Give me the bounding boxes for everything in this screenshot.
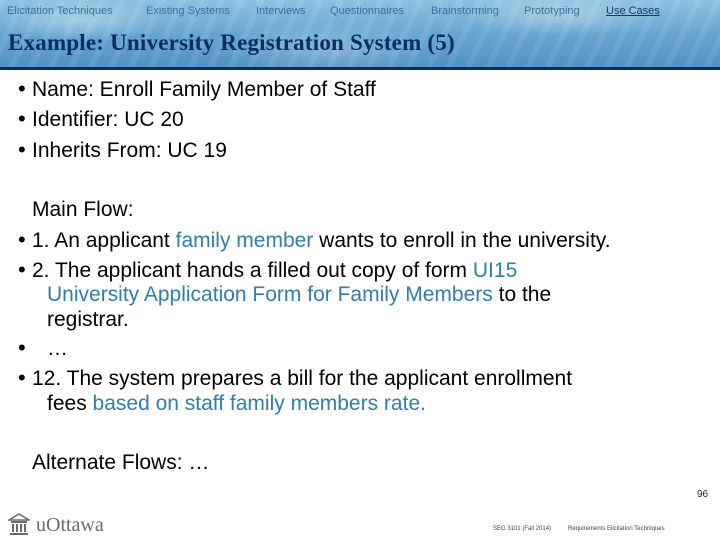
- uottawa-logo: [8, 512, 118, 538]
- bullet-dot: •: [18, 137, 26, 162]
- use-case-name: Name: Enroll Family Member of Staff: [32, 78, 376, 101]
- use-case-inherits: Inherits From: UC 19: [32, 139, 227, 162]
- nav-use-cases[interactable]: Use Cases: [606, 5, 660, 17]
- flow-step-1-text-a: 1. An applicant: [32, 229, 176, 252]
- alternate-flows-label: Alternate Flows: …: [32, 451, 210, 474]
- flow-step-1: [32, 228, 611, 254]
- flow-step-2-text-a: 2. The applicant hands a filled out copy of form: [32, 259, 473, 282]
- page-number: 96: [697, 489, 709, 500]
- nav-elicitation-techniques[interactable]: Elicitation Techniques: [7, 5, 113, 17]
- flow-step-12-line-1: 12. The system prepares a bill for the applicant enrollment: [32, 367, 573, 390]
- flow-step-2-text-d: to the: [492, 283, 552, 306]
- footer-topic: Requirements Elicitation Techniques: [568, 526, 665, 532]
- logo-wordmark: uOttawa: [36, 514, 104, 536]
- flow-step-1-highlight: family member: [175, 229, 314, 252]
- flow-step-2-form-id: UI15: [472, 259, 518, 282]
- university-crest-icon: [8, 512, 30, 536]
- bullet-dot: •: [18, 365, 26, 390]
- bullet-dot: •: [18, 335, 26, 360]
- flow-step-12-highlight: based on staff family members rate.: [92, 392, 426, 415]
- use-case-identifier: Identifier: UC 20: [32, 108, 184, 131]
- section-nav: [0, 4, 720, 18]
- flow-step-2-line-1: [32, 258, 517, 284]
- slide-header-banner: [0, 0, 720, 70]
- flow-step-12-line-2: [47, 391, 426, 417]
- flow-ellipsis: …: [47, 337, 68, 360]
- nav-prototyping[interactable]: Prototyping: [524, 5, 580, 17]
- main-flow-label: Main Flow:: [32, 198, 134, 221]
- title-divider: [0, 67, 720, 70]
- nav-brainstorming[interactable]: Brainstorming: [431, 5, 499, 17]
- bullet-dot: •: [18, 227, 26, 252]
- footer-course: SEG 3101 (Fall 2014): [493, 526, 552, 532]
- flow-step-2-line-3: registrar.: [47, 308, 129, 331]
- bullet-dot: •: [18, 257, 26, 282]
- nav-interviews[interactable]: Interviews: [256, 5, 306, 17]
- nav-questionnaires[interactable]: Questionnaires: [330, 5, 404, 17]
- flow-step-12-text-b: fees: [47, 392, 93, 415]
- slide-title: Example: University Registration System (5): [8, 30, 455, 55]
- bullet-dot: •: [18, 106, 26, 131]
- bullet-dot: •: [18, 76, 26, 101]
- flow-step-2-line-2: [47, 282, 551, 308]
- flow-step-1-text-c: wants to enroll in the university.: [313, 229, 611, 252]
- nav-existing-systems[interactable]: Existing Systems: [146, 5, 230, 17]
- flow-step-2-form-name: University Application Form for Family Members: [47, 283, 493, 306]
